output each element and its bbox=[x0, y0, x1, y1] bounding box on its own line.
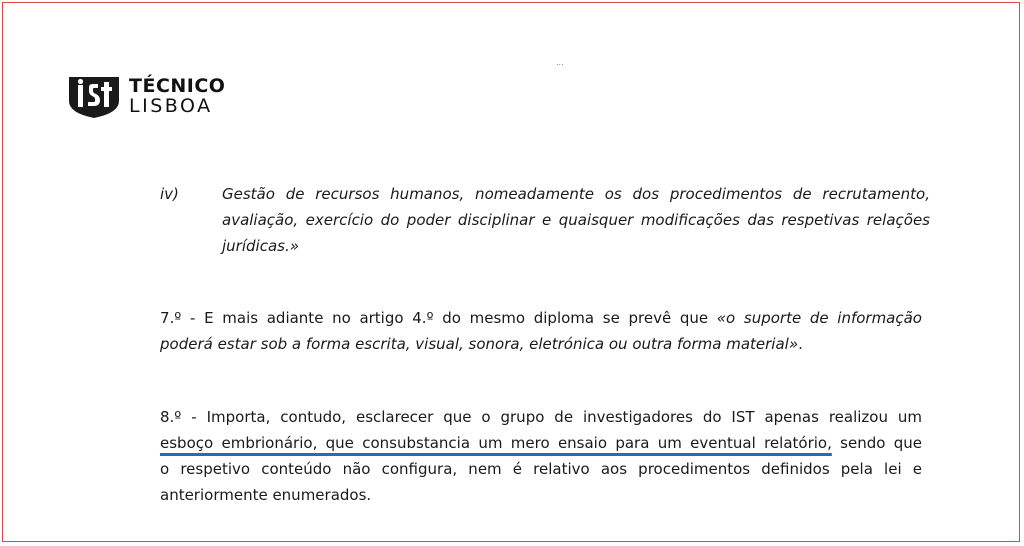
paragraph-7-line-2 bbox=[160, 331, 922, 357]
paragraph-7-period: . bbox=[798, 335, 803, 353]
paragraph-7-text: 7.º - E mais adiante no artigo 4.º do mesmo diploma se prevê que bbox=[160, 309, 717, 327]
stray-scan-mark: ... bbox=[556, 58, 564, 67]
paragraph-7 bbox=[160, 305, 922, 357]
tecnico-lisboa-logo bbox=[67, 73, 225, 119]
item-iv-line-1: Gestão de recursos humanos, nomeadamente os dos procedimentos de recrutamento, bbox=[222, 185, 930, 203]
logo-line-lisboa: LISBOA bbox=[129, 94, 213, 117]
paragraph-8-line-3: o respetivo conteúdo não configura, nem é relativo aos procedimentos definidos pela lei e bbox=[160, 460, 922, 478]
list-item-body bbox=[222, 181, 930, 259]
paragraph-7-quote-start: «o suporte de informação bbox=[716, 309, 922, 327]
list-item-label: iv) bbox=[160, 185, 179, 203]
paragraph-7-line-1 bbox=[160, 305, 922, 331]
paragraph-7-quote-end: poderá estar sob a forma escrita, visual, sonora, eletrónica ou outra forma material» bbox=[160, 335, 799, 353]
paragraph-8-line-1: 8.º - Importa, contudo, esclarecer que o grupo de investigadores do IST apenas realizou um bbox=[160, 408, 922, 426]
paragraph-8-line-2 bbox=[160, 430, 922, 456]
list-item-iv bbox=[160, 181, 930, 259]
item-iv-line-3: relações jurídicas.» bbox=[222, 211, 930, 255]
document-frame bbox=[2, 2, 1020, 542]
paragraph-8-line-2-rest: sendo que bbox=[831, 434, 922, 452]
paragraph-8 bbox=[160, 404, 922, 508]
item-iv-line-2: avaliação, exercício do poder disciplinar e quaisquer modificações das respetivas bbox=[222, 211, 860, 229]
paragraph-8-line-4: anteriormente enumerados. bbox=[160, 486, 372, 504]
logo-wordmark bbox=[129, 74, 226, 117]
ist-shield-icon bbox=[67, 73, 121, 119]
logo-line-tecnico: TÉCNICO bbox=[129, 74, 226, 97]
highlighted-phrase: esboço embrionário, que consubstancia um mero ensaio para um eventual relatório, bbox=[160, 434, 832, 452]
